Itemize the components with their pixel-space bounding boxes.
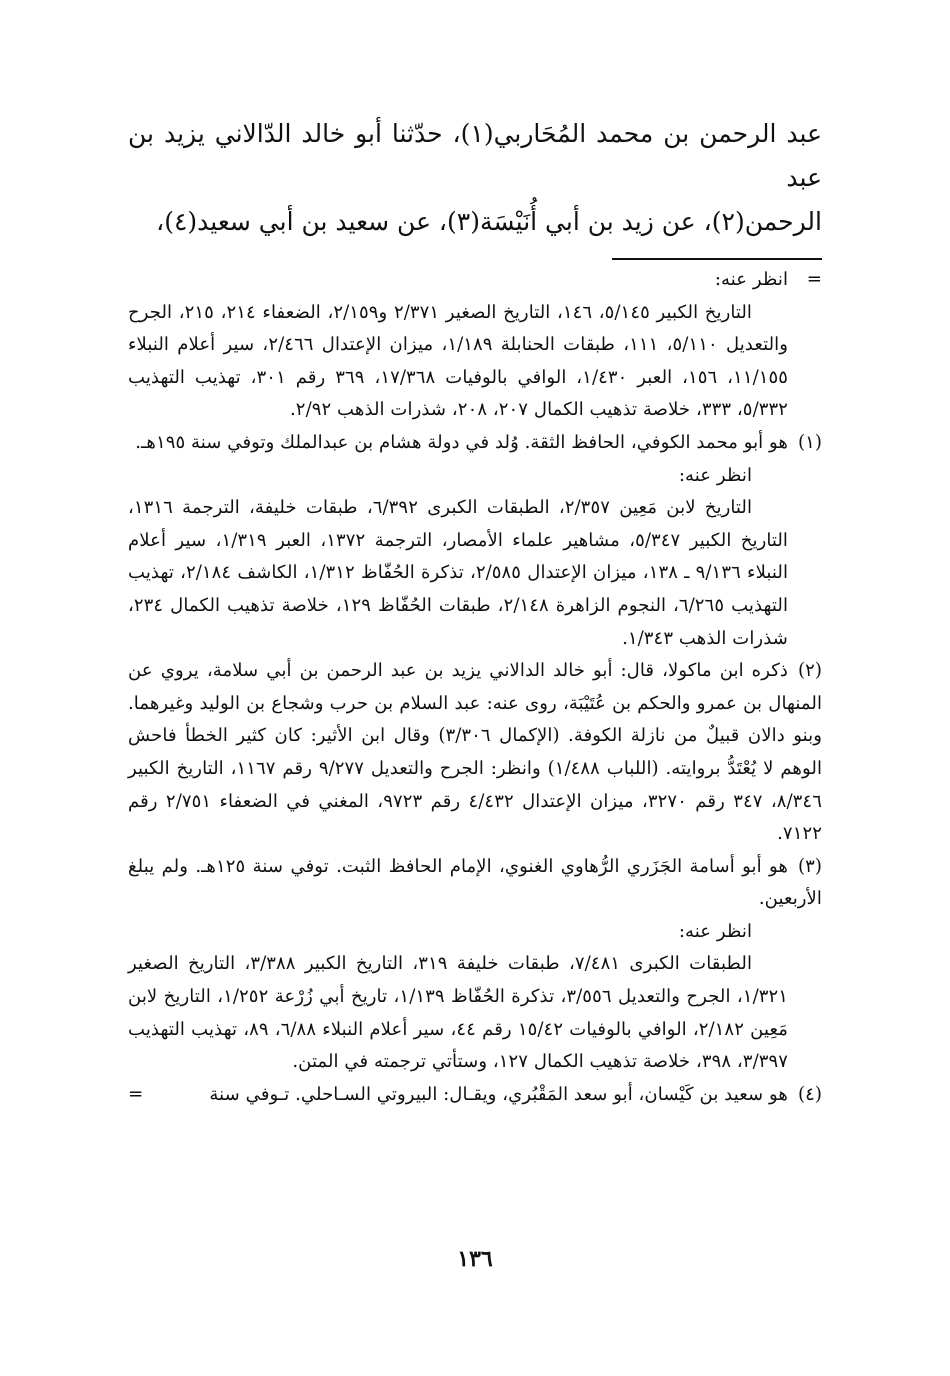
footnote-number: (٢) (798, 660, 822, 682)
footnote-3 (128, 851, 822, 1079)
footnote-references: التاريخ لابن مَعِين ٢/٣٥٧، الطبقات الكبرى ٦/٣٩٢، طبقات خليفة، الترجمة ١٣١٦، التاريخ الكبير ٥/٣٤٧، مشاهير علماء الأمصار، الترجمة ١٣٧٢، العبر ١/٣١٩، سير أعلام النبلاء ٩/١٣٦ ـ ١٣٨، ميزان الإعتدال ٢/٥٨٥، تذكرة الحُفّاظ ١/٣١٢، الكاشف ٢/١٨٤، تهذيب التهذيب ٦/٢٦٥، النجوم الزاهرة ٢/١٤٨، طبقات الحُفّاظ ١٢٩، خلاصة تذهيب الكمال ٢٣٤، شذرات الذهب ١/٣٤٣. (128, 497, 789, 649)
footnote-label: انظر عنه: (678, 464, 752, 486)
footnote-label: انظر عنه: (678, 920, 752, 942)
main-text (128, 112, 822, 244)
footnote-text: هو سعيد بن كَيْسان، أبو سعد المَقْبُري، ويقـال: البيروتي السـاحلي. تـوفي سنة (209, 1083, 788, 1105)
footnote-text: ذكره ابن ماكولا، قال: أبو خالد الدالاني يزيد بن عبد الرحمن بن أبي سلامة، يروي عن المنهال بن عمرو والحكم بن عُتَيْبَة، روى عنه: عبد السلام بن حرب وشجاع بن الوليد وغيرهما. وبنو دالان قبيلٌ من نازلة الكوفة. (الإكمال ٣/٣٠٦) وقال ابن الأثير: كان كثير الخطأ فاحش الوهم لا يُعْتَدُّ بروايته. (اللباب ١/٤٨٨) وانظر: الجرح والتعديل ٩/٢٧٧ رقم ١١٦٧، التاريخ الكبير ٨/٣٤٦، ٣٤٧ رقم ٣٢٧٠، ميزان الإعتدال ٤/٤٣٢ رقم ٩٧٢٣، المغني في الضعفاء ٢/٧٥١ رقم ٧١٢٢. (128, 660, 823, 845)
footnote-text: هو أبو محمد الكوفي، الحافظ الثقة. وُلد في دولة هشام بن عبدالملك وتوفي سنة ١٩٥هـ. (135, 431, 788, 453)
continuation-marker: = (806, 269, 822, 290)
footnote-references: الطبقات الكبرى ٧/٤٨١، طبقات خليفة ٣١٩، التاريخ الكبير ٣/٣٨٨، التاريخ الصغير ١/٣٢١، الجرح والتعديل ٣/٥٥٦، تذكرة الحُفّاظ ١/١٣٩، تاريخ أبي زُرْعة ١/٢٥٢، التاريخ لابن مَعِين ٢/١٨٢، الوافي بالوفيات ١٥/٤٢ رقم ٤٤، سير أعلام النبلاء ٦/٨٨، ٨٩، تهذيب التهذيب ٣/٣٩٧، ٣٩٨، خلاصة تذهيب الكمال ١٢٧، وستأتي ترجمته في المتن. (128, 953, 788, 1073)
main-text-line: عبد الرحمن بن محمد المُحَاربي(١)، حدّثنا أبو خالد الدّالاني يزيد بن عبد (128, 119, 822, 192)
footnote-number: (٤) (798, 1083, 822, 1105)
footnote-1 (128, 427, 822, 655)
footnote-number: (١) (798, 431, 822, 453)
footnote-text: هو أبو أسامة الجَزَري الرُّهاوي الغنوي، الإمام الحافظ الثبت. توفي سنة ١٢٥هـ. ولم يبلغ الأربعين. (128, 855, 822, 910)
page-number: ١٣٦ (457, 1246, 493, 1272)
footnote-2 (128, 655, 822, 851)
footnotes (128, 264, 822, 1111)
footnote-separator (612, 258, 822, 260)
footnote-number: (٣) (797, 855, 822, 877)
footnote-4 (128, 1079, 822, 1112)
footnote-references: التاريخ الكبير ٥/١٤٥، ١٤٦، التاريخ الصغير ٢/٣٧١ و٢/١٥٩، الضعفاء ٢١٤، ٢١٥، الجرح والتعديل ٥/١١٠، ١١١، طبقات الحنابلة ١/١٨٩، ميزان الإعتدال ٢/٤٦٦، سير أعلام النبلاء ١١/١٥٥، ١٥٦، العبر ١/٤٣٠، الوافي بالوفيات ١٧/٣٦٨، ٣٦٩ رقم ٣٠١، تهذيب التهذيب ٥/٣٣٢، ٣٣٣، خلاصة تذهيب الكمال ٢٠٧، ٢٠٨، شذرات الذهب ٢/٩٢. (128, 301, 789, 421)
main-text-line: الرحمن(٢)، عن زيد بن أبي أُنَيْسَة(٣)، عن سعيد بن أبي سعيد(٤)، (156, 207, 822, 236)
continuation-marker: = (128, 1083, 144, 1105)
footnote-label: انظر عنه: (714, 269, 788, 290)
footnote-continuation (128, 264, 822, 427)
